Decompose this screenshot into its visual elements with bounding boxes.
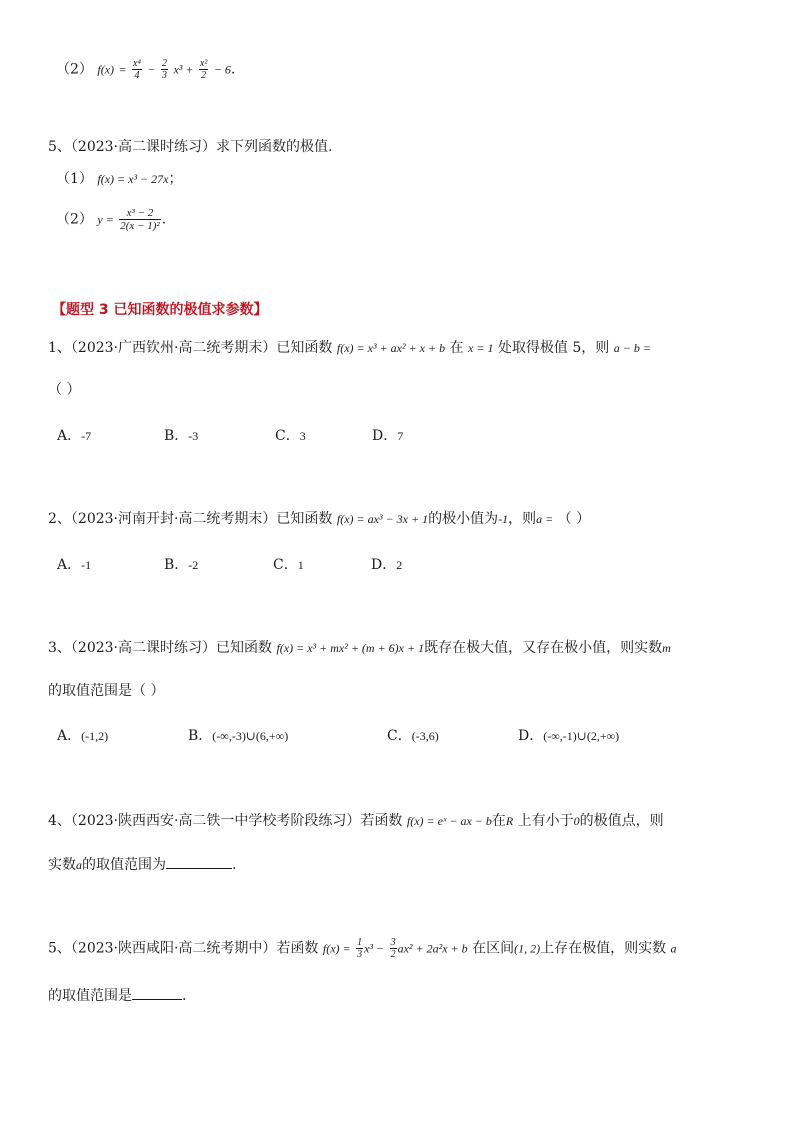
option-value: -1	[81, 558, 92, 572]
q5b-suffix: 上存在极值，则实数	[540, 940, 667, 957]
q4-mid: 在	[491, 813, 506, 829]
option-value: 3	[299, 429, 306, 443]
option-label: A．	[57, 557, 82, 573]
option-value: (-∞,-3)∪(6,+∞)	[212, 729, 289, 743]
q4-line2b: 的取值范围为	[82, 857, 166, 873]
option-label: D．	[372, 428, 398, 444]
fraction	[356, 937, 363, 960]
q5b-math2: (1, 2)	[514, 941, 541, 956]
answer-blank[interactable]	[132, 987, 182, 1000]
q5b-func: f(x) =	[322, 941, 351, 956]
q2-prefix: 2、（2023·河南开封·高二统考期末）已知函数	[48, 511, 333, 527]
q5b-stem	[48, 937, 677, 960]
q4-math4: a	[76, 858, 82, 872]
q5b-line2: 的取值范围是	[48, 988, 132, 1004]
item-end: ；	[168, 171, 183, 187]
option-label: B．	[188, 728, 213, 744]
option-value: 7	[397, 429, 404, 443]
q4-line2a: 实数	[48, 857, 76, 873]
frac-num: x³ − 2	[119, 207, 160, 220]
q1-option-b[interactable]	[164, 425, 198, 445]
q2-mid: 的极小值为	[428, 511, 499, 527]
q5b-end: .	[182, 988, 187, 1004]
option-label: D．	[518, 728, 544, 744]
q3-stem	[48, 641, 671, 655]
option-value: 2	[396, 558, 403, 572]
q2-stem	[48, 512, 590, 526]
fraction	[132, 58, 142, 81]
fraction	[199, 58, 208, 81]
prev-item2-line	[56, 58, 235, 81]
fraction	[390, 937, 397, 960]
option-value: (-1,2)	[81, 729, 109, 743]
frac-den: 4	[134, 70, 140, 81]
option-label: C．	[275, 428, 300, 444]
item-label: （2）	[56, 211, 93, 228]
term: x³ −	[364, 941, 385, 956]
option-label: A．	[57, 428, 82, 444]
frac-num: 2	[161, 58, 167, 69]
section-title: 【题型 3 已知函数的极值求参数】	[52, 302, 268, 318]
frac-den: 2	[390, 949, 396, 960]
frac-den: 3	[357, 949, 363, 960]
prev-item2-label: （2）	[56, 61, 93, 78]
frac-num: 1	[357, 937, 363, 948]
item-math: f(x) = x³ − 27x	[97, 172, 169, 186]
option-value: -7	[81, 429, 92, 443]
frac-num: x⁴	[133, 58, 141, 69]
q2-suffix: ，则	[508, 511, 537, 527]
fraction	[119, 207, 160, 232]
q3-suffix: 既存在极大值，又存在极小值，则实数	[424, 640, 663, 656]
option-value: -3	[188, 429, 199, 443]
minus: −	[147, 62, 156, 77]
frac-den: 2	[201, 70, 207, 81]
q4-math3: 0	[573, 814, 580, 828]
option-value: (-∞,-1)∪(2,+∞)	[543, 729, 620, 743]
option-value: -2	[188, 558, 199, 572]
q2-math2: -1	[498, 512, 509, 526]
q1-option-d[interactable]	[372, 425, 403, 445]
q4-suffix: 的极值点，则	[579, 813, 664, 829]
q2-math1: f(x) = ax³ − 3x + 1	[336, 512, 429, 526]
q3-option-a[interactable]	[57, 725, 108, 745]
option-value: 1	[297, 558, 304, 572]
q5b-line2	[48, 987, 186, 1003]
option-label: B．	[164, 428, 189, 444]
q3-option-c[interactable]	[387, 725, 439, 745]
answer-blank[interactable]	[166, 856, 232, 869]
item-label: （1）	[56, 171, 93, 187]
q1-math2: x = 1	[468, 341, 494, 355]
option-label: D．	[371, 557, 397, 573]
q2-option-c[interactable]	[273, 554, 304, 574]
q1-prefix: 1、（2023·广西钦州·高二统考期末）已知函数	[48, 340, 333, 356]
q3-option-b[interactable]	[188, 725, 288, 745]
q1-suffix: 处取得极值 5，则	[497, 340, 610, 356]
q1-mid: 在	[449, 340, 464, 356]
q5b-mid: 在区间	[472, 940, 515, 957]
q1-option-a[interactable]	[57, 425, 91, 445]
prev-item2-func: f(x)	[97, 62, 115, 77]
q4-end: .	[232, 857, 237, 873]
q4-line2	[48, 856, 236, 872]
q2-paren: （ ）	[557, 511, 591, 527]
q3-option-d[interactable]	[518, 725, 619, 745]
frac-den: 2(x − 1)²	[120, 220, 160, 233]
frac-num: 3	[390, 937, 396, 948]
frac-num: x²	[199, 58, 208, 69]
item-end: .	[161, 211, 167, 228]
frac-den: 3	[161, 70, 167, 81]
q3-prefix: 3、（2023·高二课时练习）已知函数	[48, 640, 272, 656]
q5a-item2	[56, 207, 166, 232]
item-lhs: y =	[97, 212, 114, 227]
q4-stem	[48, 814, 664, 828]
prev-item2-eq: =	[118, 62, 127, 77]
q4-math1: f(x) = eˣ − ax − b	[406, 814, 492, 828]
option-label: B．	[164, 557, 189, 573]
term: x³ +	[173, 62, 194, 77]
q4-mid2: 上有小于	[517, 813, 574, 829]
q5b-math3: a	[670, 941, 677, 956]
q1-paren: （ ）	[48, 382, 81, 398]
option-value: (-3,6)	[411, 729, 439, 743]
option-label: A．	[57, 728, 82, 744]
q2-option-b[interactable]	[164, 554, 198, 574]
q1-stem	[48, 341, 651, 355]
q1-option-c[interactable]	[275, 425, 306, 445]
q2-option-d[interactable]	[371, 554, 402, 574]
q1-math1: f(x) = x³ + ax² + x + b	[336, 341, 446, 355]
q3-line2: 的取值范围是（ ）	[48, 683, 165, 699]
q2-math3: a =	[536, 512, 554, 526]
option-label: C．	[273, 557, 298, 573]
q2-option-a[interactable]	[57, 554, 91, 574]
q1-math3: a − b =	[613, 341, 651, 355]
term: − 6	[213, 62, 231, 77]
q4-math2: R	[505, 814, 514, 828]
q5b-prefix: 5、（2023·陕西咸阳·高二统考期中）若函数	[48, 940, 319, 957]
fraction	[161, 58, 168, 81]
q3-math1: f(x) = x³ + mx² + (m + 6)x + 1	[276, 641, 425, 655]
q5a-item1	[56, 172, 182, 186]
option-label: C．	[387, 728, 412, 744]
q5a-stem: 5、（2023·高二课时练习）求下列函数的极值.	[48, 139, 333, 155]
q4-prefix: 4、（2023·陕西西安·高二铁一中学校考阶段练习）若函数	[48, 813, 403, 829]
q3-math2: m	[662, 641, 671, 655]
term: ax² + 2a²x + b	[397, 941, 468, 956]
period: .	[230, 61, 236, 78]
